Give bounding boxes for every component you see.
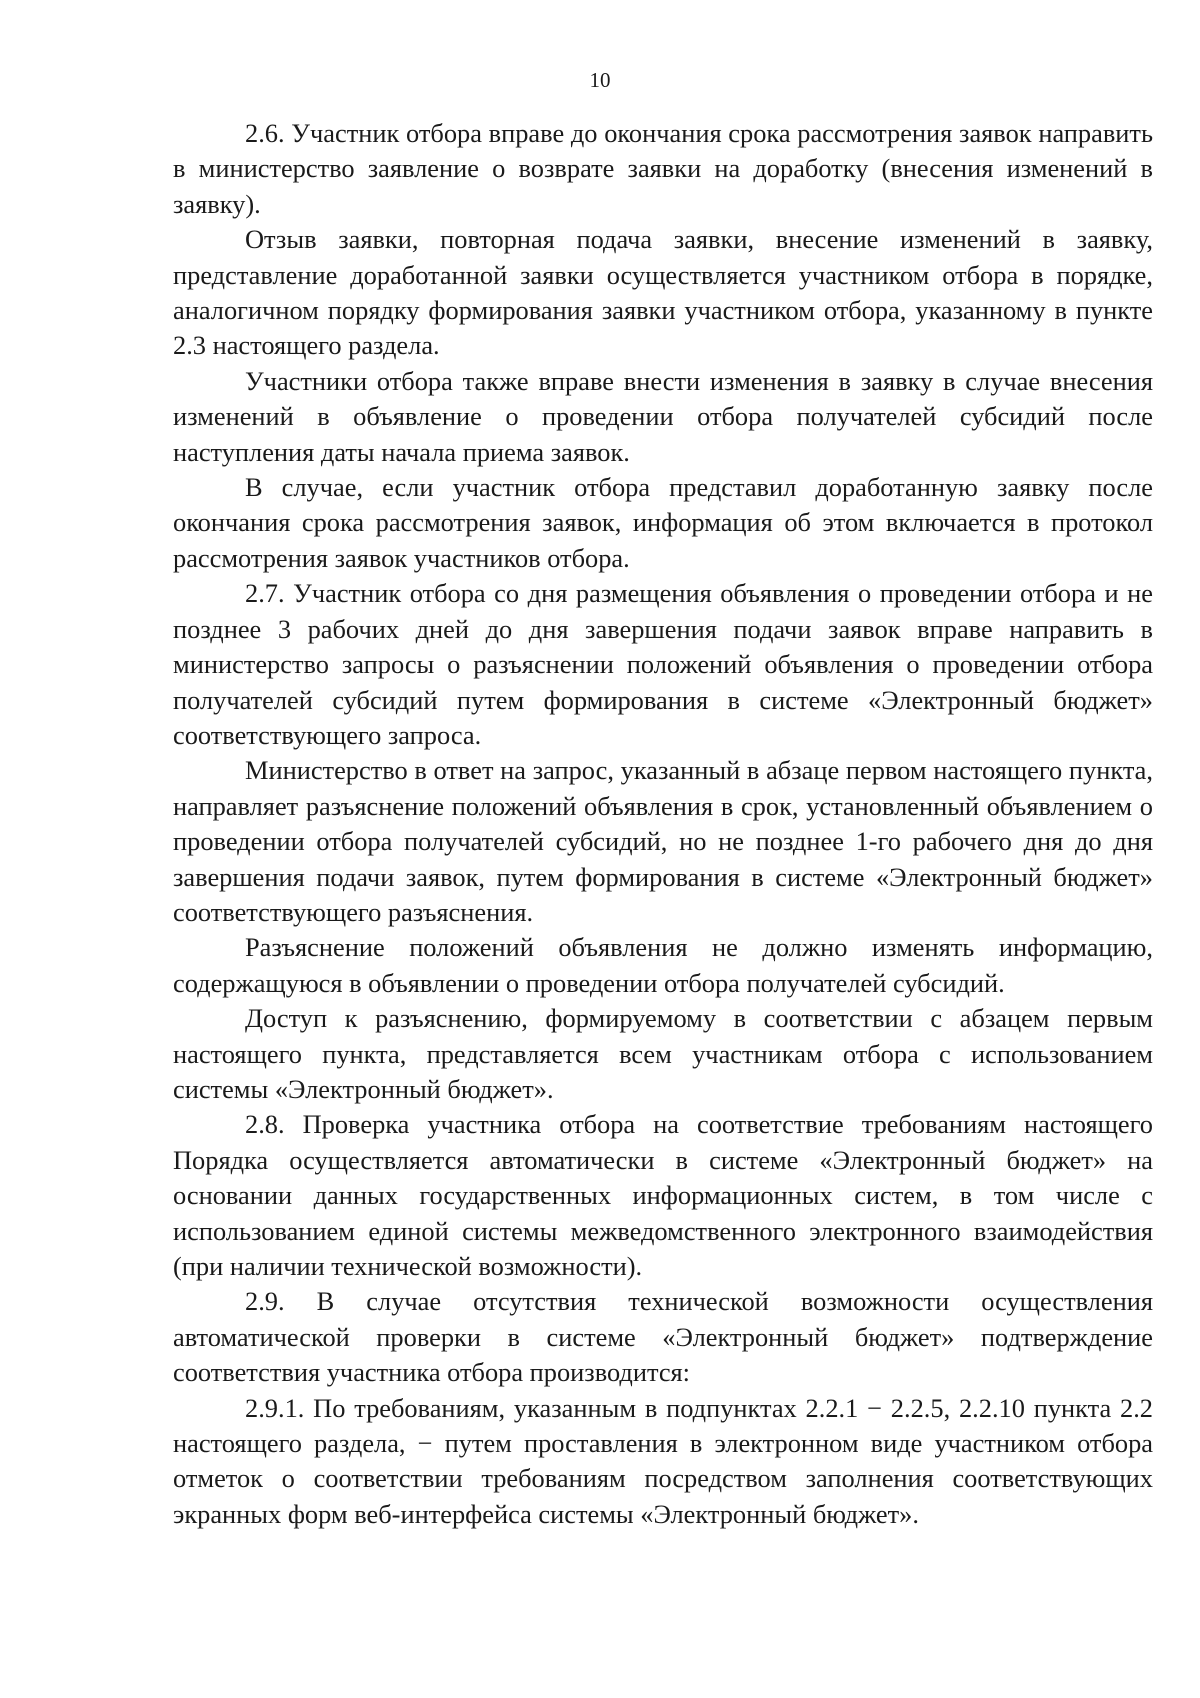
paragraph-2-7: 2.7. Участник отбора со дня размещения объявления о проведении отбора и не позднее 3 рабочих дней до дня завершения подачи заявок вправе направить в министерство запросы о разъяснении положений объявления о проведении отбора получателей субсидий путем формирования в системе «Электронный бюджет» соответствующего запроса. <box>173 578 1153 750</box>
paragraph-ministry-response: Министерство в ответ на запрос, указанный в абзаце первом настоящего пункта, направляет разъяснение положений объявления в срок, установленный объявлением о проведении отбора получателей субсидий, но не позднее 1-го рабочего дня до дня завершения подачи заявок, путем формирования в системе «Электронный бюджет» соответствующего разъяснения. <box>173 755 1153 927</box>
paragraph-2-8: 2.8. Проверка участника отбора на соответствие требованиям настоящего Порядка осуществляется автоматически в системе «Электронный бюджет» на основании данных государственных информационных систем, в том числе с использованием единой системы межведомственного электронного взаимодействия (при наличии технической возможности). <box>173 1109 1153 1281</box>
paragraph-application-changes: Участники отбора также вправе внести изменения в заявку в случае внесения изменений в объявление о проведении отбора получателей субсидий после наступления даты начала приема заявок. <box>173 365 1153 467</box>
paragraph-2-6: 2.6. Участник отбора вправе до окончания срока рассмотрения заявок направить в министерство заявление о возврате заявки на доработку (внесения изменений в заявку). <box>173 118 1153 219</box>
document-body <box>173 116 1153 1532</box>
page-number: 10 <box>589 68 611 92</box>
paragraph-2-9: 2.9. В случае отсутствия технической возможности осуществления автоматической проверки в системе «Электронный бюджет» подтверждение соответствия участника отбора производится: <box>173 1286 1153 1388</box>
paragraph-late-submission: В случае, если участник отбора представил доработанную заявку после окончания срока рассмотрения заявок, информация об этом включается в протокол рассмотрения заявок участников отбора. <box>173 472 1153 573</box>
paragraph-clarification-access: Доступ к разъяснению, формируемому в соответствии с абзацем первым настоящего пункта, представляется всем участникам отбора с использованием системы «Электронный бюджет». <box>173 1003 1153 1104</box>
paragraph-2-9-1: 2.9.1. По требованиям, указанным в подпунктах 2.2.1 − 2.2.5, 2.2.10 пункта 2.2 настоящего раздела, − путем проставления в электронном виде участником отбора отметок о соответствии требованиям посредством заполнения соответствующих экранных форм веб-интерфейса системы «Электронный бюджет». <box>173 1392 1153 1529</box>
paragraph-clarification-limits: Разъяснение положений объявления не должно изменять информацию, содержащуюся в объявлении о проведении отбора получателей субсидий. <box>173 932 1153 998</box>
paragraph-application-withdrawal: Отзыв заявки, повторная подача заявки, внесение изменений в заявку, представление доработанной заявки осуществляется участником отбора в порядке, аналогичном порядку формирования заявки участником отбора, указанному в пункте 2.3 настоящего раздела. <box>173 224 1153 361</box>
